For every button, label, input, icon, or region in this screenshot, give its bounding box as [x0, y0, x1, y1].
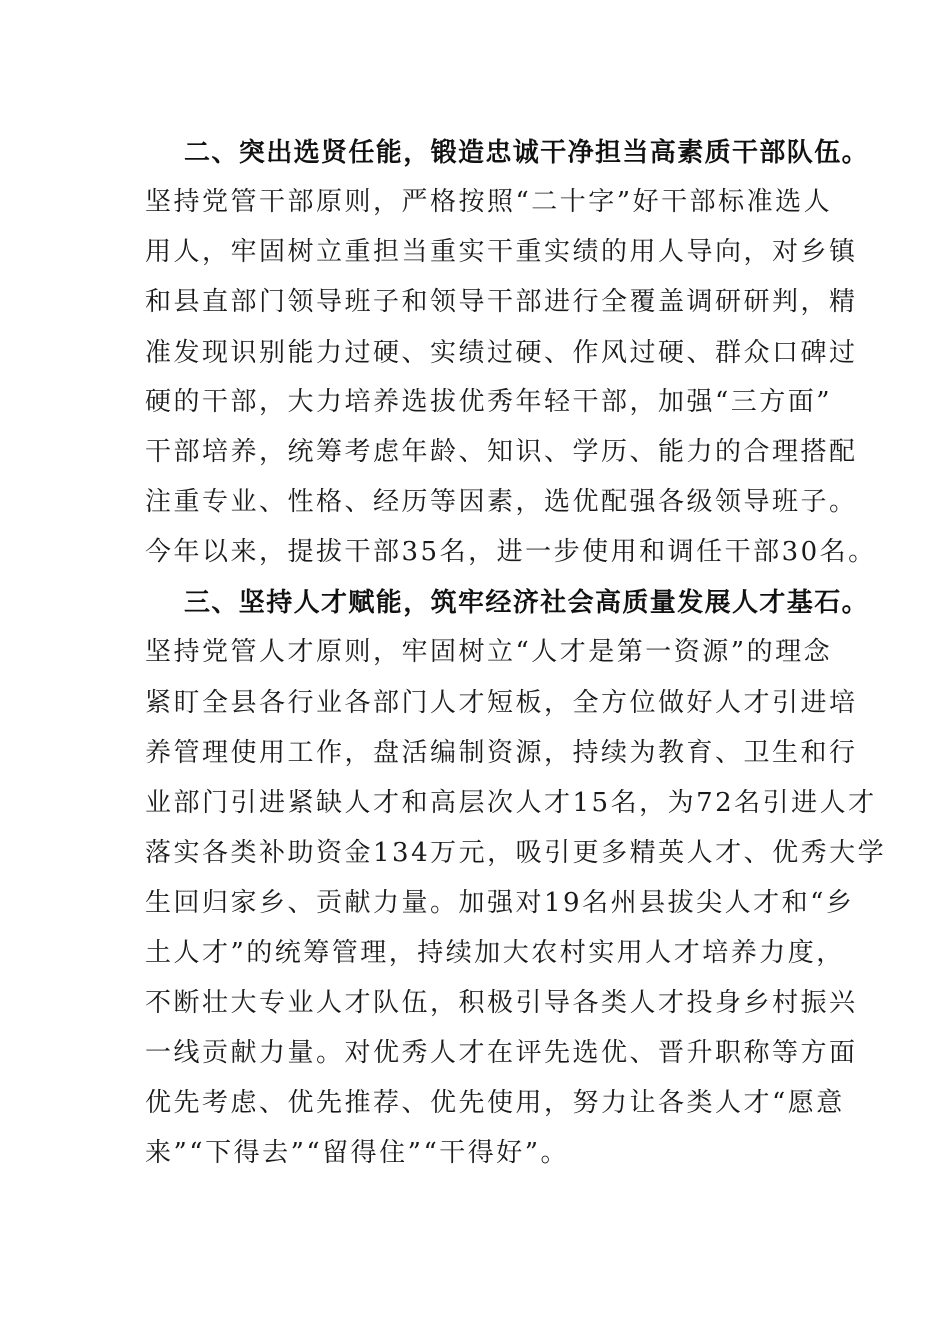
paragraph-line: 业部门引进紧缺人才和高层次人才15名，为72名引进人才	[145, 788, 877, 818]
paragraph-line: 养管理使用工作，盘活编制资源，持续为教育、卫生和行	[145, 738, 858, 768]
paragraph-line: 硬的干部，大力培养选拔优秀年轻干部，加强“三方面”	[145, 387, 833, 417]
paragraph-line: 土人才”的统筹管理，持续加大农村实用人才培养力度，	[145, 938, 845, 968]
paragraph-line: 和县直部门领导班子和领导干部进行全覆盖调研研判，精	[145, 287, 858, 317]
paragraph-line: 今年以来，提拔干部35名，进一步使用和调任干部30名。	[145, 537, 877, 567]
paragraph-line: 不断壮大专业人才队伍，积极引导各类人才投身乡村振兴	[145, 988, 858, 1018]
paragraph-line: 紧盯全县各行业各部门人才短板，全方位做好人才引进培	[145, 688, 858, 718]
paragraph-line: 优先考虑、优先推荐、优先使用，努力让各类人才“愿意	[145, 1088, 845, 1118]
paragraph-line: 用人，牢固树立重担当重实干重实绩的用人导向，对乡镇	[145, 237, 858, 267]
paragraph-line: 坚持党管人才原则，牢固树立“人才是第一资源”的理念	[145, 637, 833, 667]
paragraph-line: 注重专业、性格、经历等因素，选优配强各级领导班子。	[145, 487, 858, 517]
paragraph-line: 生回归家乡、贡献力量。加强对19名州县拔尖人才和“乡	[145, 888, 855, 918]
paragraph-line: 来”“下得去”“留得住”“干得好”。	[145, 1138, 570, 1168]
paragraph-line: 坚持党管干部原则，严格按照“二十字”好干部标准选人	[145, 187, 833, 217]
paragraph-line: 落实各类补助资金134万元，吸引更多精英人才、优秀大学	[145, 838, 887, 868]
paragraph-line: 干部培养，统筹考虑年龄、知识、学历、能力的合理搭配	[145, 437, 858, 467]
section-3-heading: 三、坚持人才赋能，筑牢经济社会高质量发展人才基石。	[184, 588, 870, 618]
paragraph-line: 准发现识别能力过硬、实绩过硬、作风过硬、群众口碑过	[145, 338, 858, 368]
section-2-heading: 二、突出选贤任能，锻造忠诚干净担当高素质干部队伍。	[184, 138, 870, 168]
paragraph-line: 一线贡献力量。对优秀人才在评先选优、晋升职称等方面	[145, 1038, 858, 1068]
